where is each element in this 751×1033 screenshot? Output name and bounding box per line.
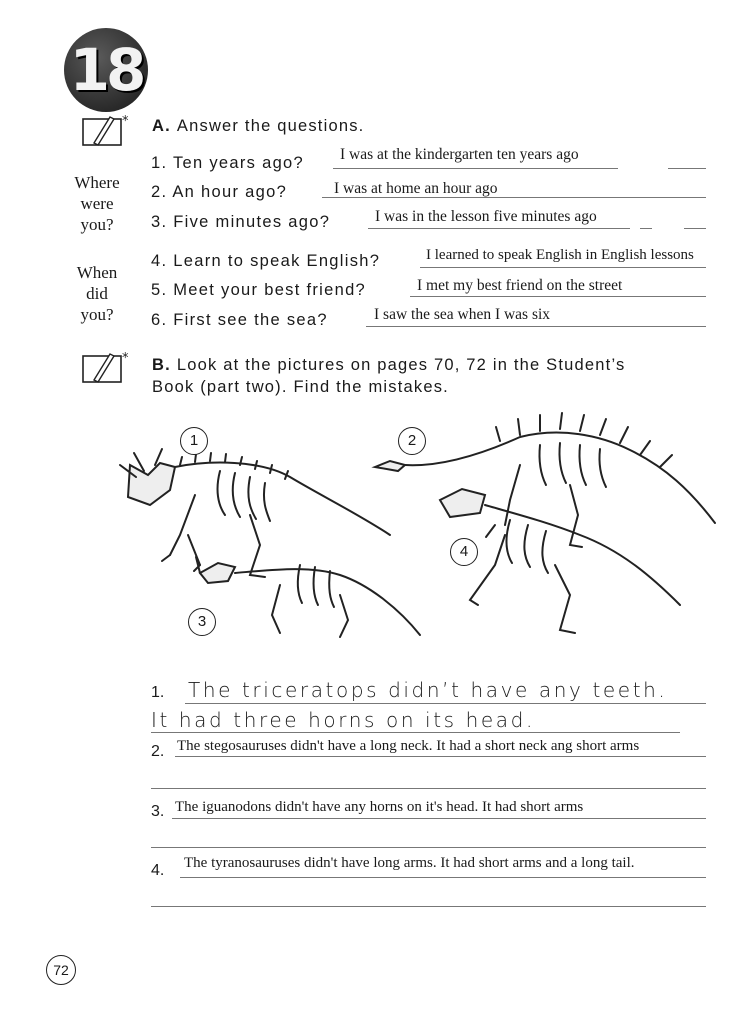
question-5: 5. Meet your best friend?: [151, 281, 367, 299]
b-answer-4-number: 4.: [151, 862, 165, 879]
iguanodon-skeleton: [196, 557, 420, 637]
side-label-where: Where were you?: [74, 173, 120, 234]
question-2: 2. An hour ago?: [151, 183, 288, 201]
answer-line: [640, 228, 652, 229]
tyrannosaurus-skeleton: [440, 489, 680, 633]
answer-3[interactable]: I was in the lesson five minutes ago: [375, 208, 597, 225]
answer-5[interactable]: I met my best friend on the street: [417, 277, 623, 294]
pencil-writing-icon: [80, 113, 132, 147]
b-answer-2[interactable]: The stegosauruses didn't have a long neck. It had a short neck ang short arms: [177, 738, 640, 754]
answer-line: [151, 906, 706, 907]
answer-line: [410, 296, 706, 297]
answer-line: [180, 877, 706, 878]
answer-4[interactable]: I learned to speak English in English lessons: [426, 247, 694, 263]
answer-line: [333, 168, 618, 169]
unit-badge: [64, 28, 148, 112]
question-6: 6. First see the sea?: [151, 311, 328, 329]
question-3: 3. Five minutes ago?: [151, 213, 331, 231]
answer-2[interactable]: I was at home an hour ago: [334, 180, 498, 197]
triceratops-skeleton: [120, 449, 390, 577]
unit-number: 18: [69, 36, 143, 104]
answer-line: [668, 168, 706, 169]
answer-line: [368, 228, 630, 229]
answer-line: [420, 267, 706, 268]
page-number: 72: [46, 955, 76, 985]
b-answer-2-number: 2.: [151, 743, 165, 760]
section-a-instruction: A. Answer the questions.: [152, 117, 365, 135]
answer-line: [172, 818, 706, 819]
side-label-when: When did you?: [76, 263, 118, 324]
b-answer-1-line1[interactable]: The triceratops didn’t have any teeth.: [188, 678, 668, 702]
answer-line: [322, 197, 706, 198]
answer-line: [684, 228, 706, 229]
b-answer-1-line2[interactable]: It had three horns on its head.: [151, 708, 535, 732]
answer-6[interactable]: I saw the sea when I was six: [374, 306, 551, 323]
answer-line: [175, 756, 706, 757]
answer-1[interactable]: I was at the kindergarten ten years ago: [340, 146, 579, 163]
answer-line: [366, 326, 706, 327]
stegosaurus-skeleton: [375, 413, 715, 547]
b-answer-3-number: 3.: [151, 803, 165, 820]
question-4: 4. Learn to speak English?: [151, 252, 381, 270]
answer-line: [185, 703, 706, 704]
answer-line: [151, 788, 706, 789]
picture-label-2: 2: [398, 427, 426, 455]
picture-label-3: 3: [188, 608, 216, 636]
svg-text:*: *: [122, 114, 129, 129]
picture-label-4: 4: [450, 538, 478, 566]
svg-text:*: *: [122, 351, 129, 366]
answer-line: [151, 732, 680, 733]
question-1: 1. Ten years ago?: [151, 154, 304, 172]
pencil-writing-icon: [80, 350, 132, 384]
b-answer-1-number: 1.: [151, 684, 165, 701]
b-answer-3[interactable]: The iguanodons didn't have any horns on it's head. It had short arms: [175, 799, 584, 815]
b-answer-4[interactable]: The tyranosauruses didn't have long arms. It had short arms and a long tail.: [184, 855, 635, 871]
section-b-instruction: B. Look at the pictures on pages 70, 72 in the Student’s Book (part two). Find the mistakes.: [152, 356, 626, 396]
picture-label-1: 1: [180, 427, 208, 455]
answer-line: [151, 847, 706, 848]
